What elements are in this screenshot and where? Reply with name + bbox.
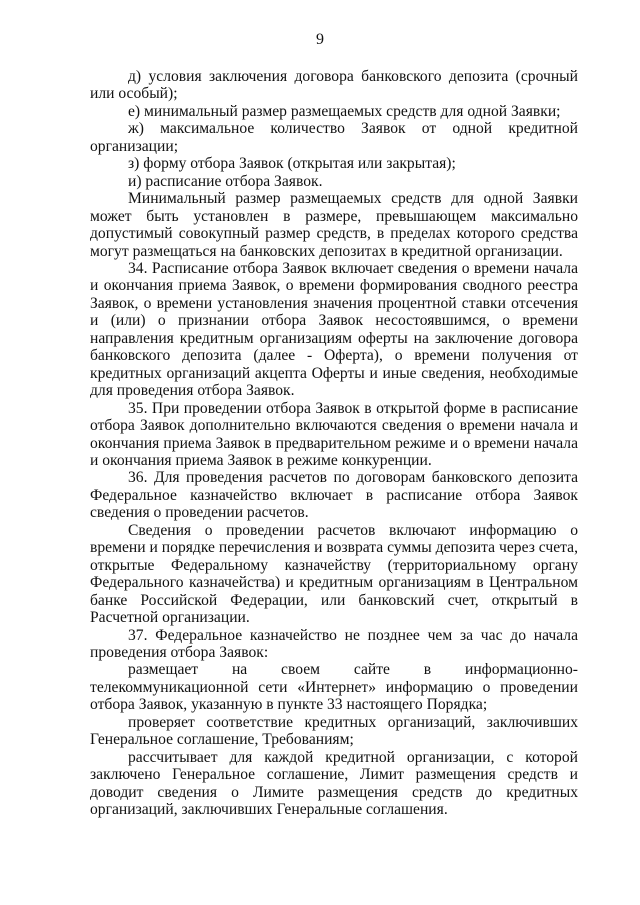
- clause-36: 36. Для проведения расчетов по договорам банковского депозита Федеральное казначейство включает в расписание отбора Заявок сведения о проведении расчетов.: [90, 469, 578, 522]
- clause-34: 34. Расписание отбора Заявок включает сведения о времени начала и окончания приема Заявок, о времени формирования сводного реестра Заявок, о времени установления значения процентной ставки отсечения и (или) о признании отбора Заявок несостоявшимся, о времени направления кредитным организациям оферты на заключение договора банковского депозита (далее - Оферта), о времени получения от кредитных организаций акцепта Оферты и иные сведения, необходимые для проведения отбора Заявок.: [90, 259, 578, 400]
- paragraph-settlement-info: Сведения о проведении расчетов включают информацию о времени и порядке перечисления и возврата суммы депозита через счета, открытые Федеральному казначейству (территориальному органу Федерального казначейства) и кредитным организациям в Центральном банке Российской Федерации, или банковский счет, открытый в Расчетной организации.: [90, 521, 578, 627]
- clause-37: 37. Федеральное казначейство не позднее чем за час до начала проведения отбора Заявок:: [90, 626, 578, 661]
- clause-37-verify: проверяет соответствие кредитных организаций, заключивших Генеральное соглашение, Требованиям;: [90, 713, 578, 749]
- document-body: [90, 68, 578, 818]
- clause-37-calculate: рассчитывает для каждой кредитной организации, с которой заключено Генеральное соглашение, Лимит размещения средств и доводит сведения о Лимите размещения средств до кредитных организаций, заключивших Генеральные соглашения.: [90, 748, 578, 819]
- clause-37-publish: размещает на своем сайте в информационно-телекоммуникационной сети «Интернет» информацию о проведении отбора Заявок, указанную в пункте 33 настоящего Порядка;: [90, 661, 578, 714]
- item-zh-max-applications: ж) максимальное количество Заявок от одной кредитной организации;: [90, 120, 578, 155]
- item-d-deposit-conditions: д) условия заключения договора банковского депозита (срочный или особый);: [90, 68, 578, 103]
- item-e-minimum-amount: е) минимальный размер размещаемых средств для одной Заявки;: [128, 102, 561, 120]
- clause-35: 35. При проведении отбора Заявок в открытой форме в расписание отбора Заявок дополнительно включаются сведения о времени начала и окончания приема Заявок в предварительном режиме и о времени начала и окончания приема Заявок в режиме конкуренции.: [90, 399, 578, 469]
- item-z-selection-form: з) форму отбора Заявок (открытая или закрытая);: [128, 155, 456, 173]
- paragraph-minimum-amount: Минимальный размер размещаемых средств для одной Заявки может быть установлен в размере, превышающем максимально допустимый совокупный размер средств, в пределах которого средства могут размещаться на банковских депозитах в кредитной организации.: [90, 190, 578, 260]
- item-i-schedule: и) расписание отбора Заявок.: [128, 172, 323, 190]
- page-number: 9: [316, 31, 324, 48]
